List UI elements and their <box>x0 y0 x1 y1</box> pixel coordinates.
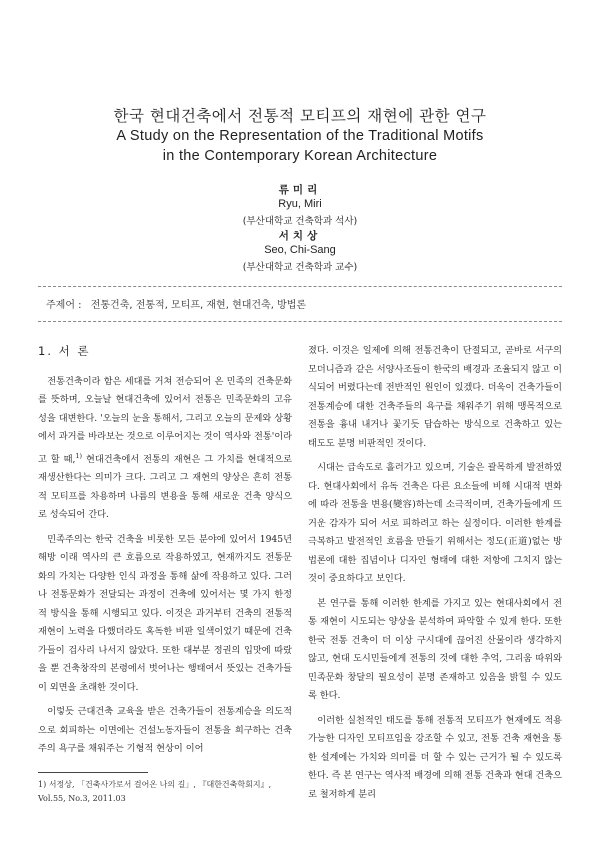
title-korean: 한국 현대건축에서 전통적 모티프의 재현에 관한 연구 <box>113 107 487 125</box>
left-paragraph-1: 전통건축이라 함은 세대를 거쳐 전승되어 온 민족의 건축문화를 뜻하며, 오늘날 현대건축에 있어서 전통은 민족문화의 고유성을 대변한다. '오늘의 눈을 통해서, 그리고 오늘의 문제와 상황에서 과거를 바라보는 것으로 이루어지는 것이 역사와 전통'이라고 할 때,$^{1)}$ 현대건축에서 전통의 재현은 그 가치를 현대적으로 재생산한다는 의미가 크다. 그리고 그 재현의 양상은 흔히 전통적 모티프를 차용하며 나름의 변용을 통해 새로운 건축 양식으로 성숙되어 간다. <box>38 375 293 521</box>
keyword-top-divider <box>38 286 562 287</box>
title-english-line1: A Study on the Representation of the Traditional Motifs <box>116 128 484 144</box>
footnote: 1) 서정상, 「건축사가로서 걸어온 나의 길」, 『대한건축학회지』, Vol.55, No.3, 2011.03 <box>38 780 272 803</box>
right-paragraph-2: 시대는 급속도로 흘러가고 있으며, 기술은 괄목하게 발전하였다. 현대사회에서 유독 건축은 다른 요소들에 비해 시대적 변화에 따라 전통을 변용(變容)하는데 소극적이며, 건축가들에게 뜨거운 감자가 되어 서로 피하려고 하는 실정이다. 이러한 한계를 극복하고 발전적인 흐름을 만들기 위해서는 정도(正道)없는 방법론에 대한 집념이나 디자인 형태에 대한 저항에 그치지 않는 것이 중요하다고 보인다. <box>308 462 562 584</box>
left-paragraph-2: 민족주의는 한국 건축을 비롯한 모든 분야에 있어서 1945년 해방 이래 역사의 큰 흐름으로 작용하였고, 현재까지도 전통문화의 가치는 다양한 인식 과정을 통해 삶에 작용하고 있다. 그러나 전통문화가 전달되는 과정이 건축에 있어서는 몇 가지 한정적 방식을 통해 시행되고 있다. 이것은 과거부터 건축의 전통적 재현이 노력을 다했더라도 혹독한 비판 일색이었기 때문에 건축가들이 겁사리 나서지 않았다. 또한 대부분 정권의 입맛에 따랐을 뿐 건축창작의 본령에서 벗어나는 행태여서 뜻있는 건축가들이 외면을 초래한 것이다. <box>38 533 292 693</box>
right-column <box>308 342 562 804</box>
keyword-bottom-divider <box>38 321 562 322</box>
right-paragraph-1: 졌다. 이것은 일제에 의해 전통건축이 단절되고, 곧바로 서구의 모더니즘과 같은 서양사조들이 한국의 배경과 조율되지 않고 이식되어 버렸다는데 전반적인 원인이 있겠다. 더욱이 건축가들이 전통계승에 대한 건축주들의 욕구를 채워주기 위해 맹목적으로 전통을 흉내 내거나 꽃기듯 답습하는 방식으로 건축하고 있는 태도도 분명 비판적인 것이다. <box>308 345 562 449</box>
author2-name-ko: 서치상 <box>278 230 322 242</box>
right-paragraph-4: 이러한 실천적인 태도를 통해 전통적 모티프가 현재에도 적용 가능한 디자인 모티프임을 강조할 수 있고, 전통 건축 재현을 통한 설계에는 가치와 의미를 더 할 수 있는 근거가 될 수 있도록 한다. 즉 본 연구는 역사적 배경에 의해 전통 건축과 현대 건축으로 철저하게 분리 <box>308 714 563 800</box>
keywords-line <box>46 296 306 311</box>
author1-name-en: Ryu, Miri <box>278 198 322 210</box>
section-heading: 1. 서 론 <box>38 344 91 358</box>
left-column <box>38 338 292 759</box>
author1-affiliation: (부산대학교 건축학과 석사) <box>242 216 358 227</box>
right-paragraph-3: 본 연구를 통해 이러한 한계를 가지고 있는 현대사회에서 전통 재현이 시도되는 양상을 분석하여 파악할 수 있게 한다. 또한 한국 전통 건축이 더 이상 구시대에 끊어진 산물이라 생각하지 않고, 현대 도시민들에게 전통의 것에 대한 추억, 그리움 따위와 민족문화 창달의 필요성이 분명 존재하고 있음을 밝힐 수 있도록 한다. <box>308 597 562 701</box>
author2-affiliation: (부산대학교 건축학과 교수) <box>242 262 358 273</box>
author2-name-en: Seo, Chi-Sang <box>264 244 336 256</box>
footnote-ref: 1) <box>75 451 83 460</box>
left-paragraph-3: 이렇듯 근대건축 교육을 받은 건축가들이 전통계승을 의도적으로 회피하는 이면에는 건설노동자들이 전통을 희구하는 건축주의 욕구를 채워주는 기형적 현상이 이어 <box>38 706 292 755</box>
author1-name-ko: 류미리 <box>278 184 322 196</box>
footnote-divider <box>38 772 148 773</box>
title-english-line2: in the Contemporary Korean Architecture <box>162 148 438 164</box>
keywords-label: 주제어 : <box>46 300 82 311</box>
keywords-text: 전통건축, 전통적, 모티프, 재현, 현대건축, 방법론 <box>90 300 307 311</box>
